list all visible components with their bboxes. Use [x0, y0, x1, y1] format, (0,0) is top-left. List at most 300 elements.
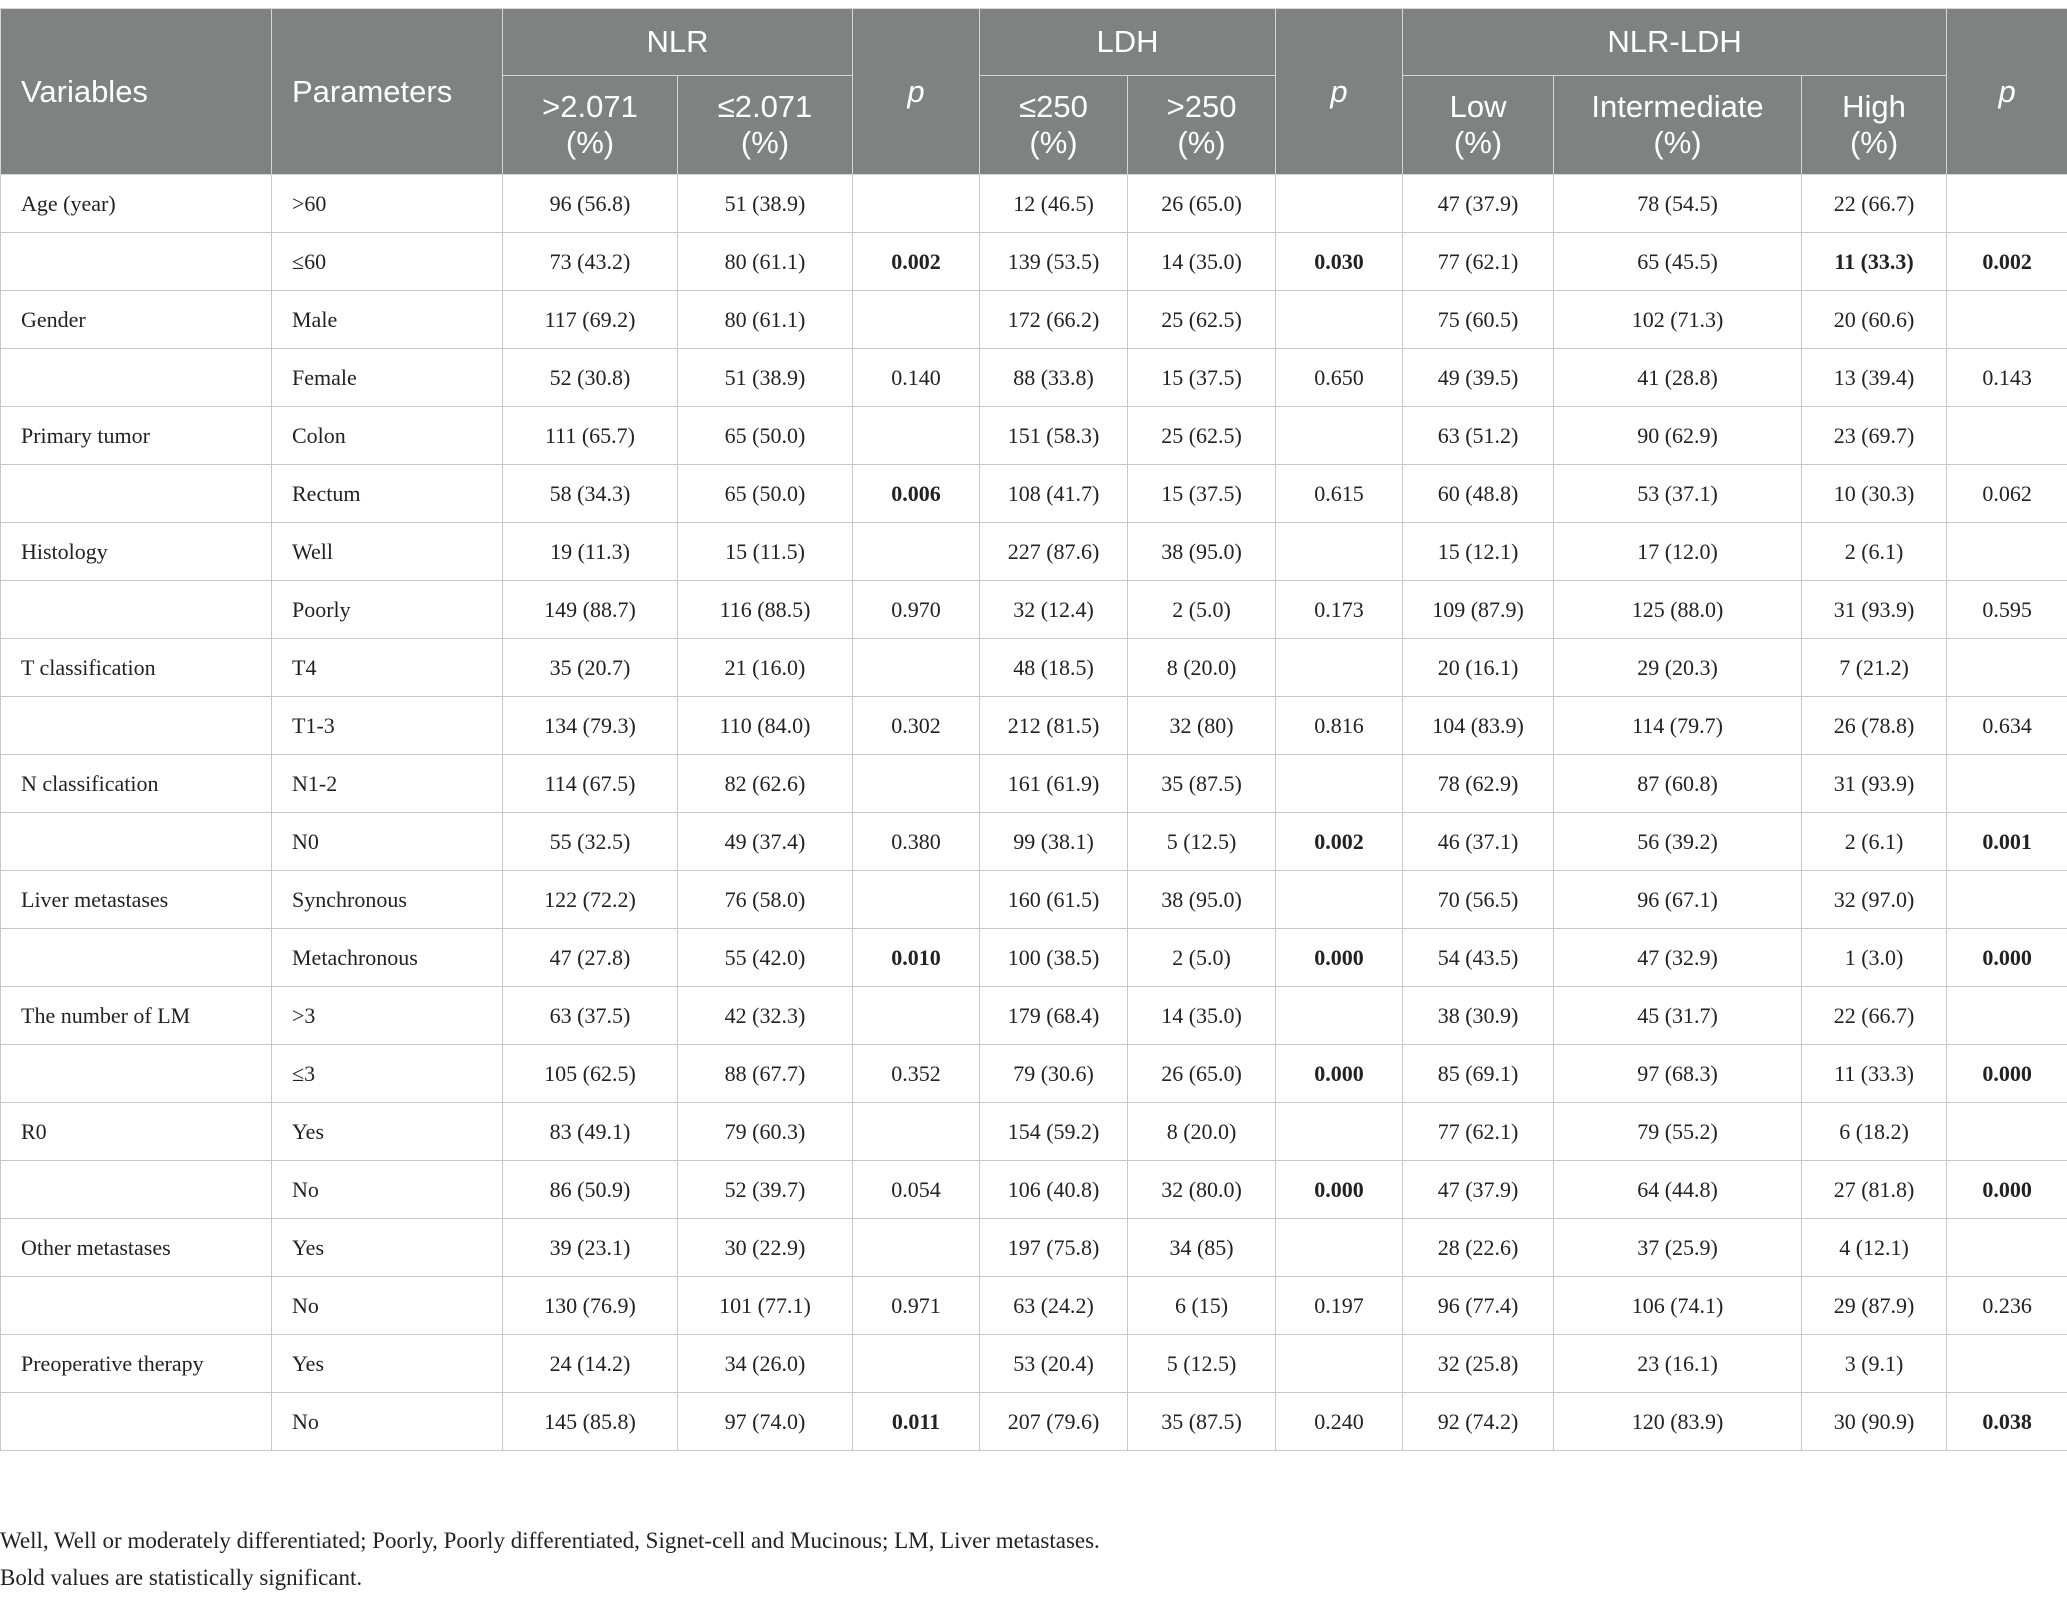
nlr-p-cell [853, 639, 980, 697]
parameter-cell: Metachronous [272, 929, 503, 987]
nlr-ldh-low-cell: 54 (43.5) [1403, 929, 1554, 987]
ldh-p-cell: 0.615 [1276, 465, 1403, 523]
nlr-high-cell: 145 (85.8) [503, 1393, 678, 1451]
nlr-ldh-intermediate-cell: 64 (44.8) [1554, 1161, 1802, 1219]
ldh-low-cell: 160 (61.5) [980, 871, 1128, 929]
nlr-ldh-high-cell: 30 (90.9) [1802, 1393, 1947, 1451]
nlr-ldh-low-cell: 47 (37.9) [1403, 1161, 1554, 1219]
table-row [1, 581, 2067, 639]
variable-cell [1, 697, 272, 755]
nlr-ldh-intermediate-cell: 125 (88.0) [1554, 581, 1802, 639]
nlr-high-cell: 47 (27.8) [503, 929, 678, 987]
nlr-low-cell: 15 (11.5) [678, 523, 853, 581]
nlr-high-cell: 83 (49.1) [503, 1103, 678, 1161]
nlr-ldh-p-cell: 0.634 [1947, 697, 2067, 755]
nlr-high-cell: 58 (34.3) [503, 465, 678, 523]
nlr-low-cell: 65 (50.0) [678, 407, 853, 465]
table-row [1, 175, 2067, 233]
nlr-ldh-p-cell: 0.595 [1947, 581, 2067, 639]
nlr-low-cell: 79 (60.3) [678, 1103, 853, 1161]
ldh-high-cell: 8 (20.0) [1128, 639, 1276, 697]
parameter-cell: Colon [272, 407, 503, 465]
nlr-high-cell: 73 (43.2) [503, 233, 678, 291]
ldh-low-cell: 63 (24.2) [980, 1277, 1128, 1335]
nlr-ldh-intermediate-cell: 17 (12.0) [1554, 523, 1802, 581]
table-row [1, 1393, 2067, 1451]
nlr-ldh-intermediate-cell: 37 (25.9) [1554, 1219, 1802, 1277]
table-body [1, 175, 2067, 1451]
nlr-high-cell: 24 (14.2) [503, 1335, 678, 1393]
variable-cell: Histology [1, 523, 272, 581]
nlr-ldh-low-cell: 63 (51.2) [1403, 407, 1554, 465]
nlr-p-cell: 0.970 [853, 581, 980, 639]
variable-cell [1, 465, 272, 523]
nlr-high-cell: 96 (56.8) [503, 175, 678, 233]
variable-cell: N classification [1, 755, 272, 813]
ldh-high-cell: 34 (85) [1128, 1219, 1276, 1277]
header-p-nlr: p [853, 9, 980, 175]
ldh-p-cell [1276, 407, 1403, 465]
nlr-ldh-p-cell: 0.062 [1947, 465, 2067, 523]
table-row [1, 1161, 2067, 1219]
nlr-high-cell: 114 (67.5) [503, 755, 678, 813]
variable-cell: Gender [1, 291, 272, 349]
nlr-ldh-p-cell [1947, 407, 2067, 465]
parameter-cell: ≤60 [272, 233, 503, 291]
nlr-high-cell: 35 (20.7) [503, 639, 678, 697]
ldh-high-cell: 5 (12.5) [1128, 1335, 1276, 1393]
table-row [1, 291, 2067, 349]
nlr-ldh-intermediate-cell: 23 (16.1) [1554, 1335, 1802, 1393]
nlr-ldh-high-cell: 3 (9.1) [1802, 1335, 1947, 1393]
header-p-nlr-ldh: p [1947, 9, 2067, 175]
nlr-p-cell [853, 407, 980, 465]
nlr-p-cell [853, 1103, 980, 1161]
nlr-low-cell: 97 (74.0) [678, 1393, 853, 1451]
nlr-ldh-intermediate-cell: 114 (79.7) [1554, 697, 1802, 755]
nlr-low-cell: 49 (37.4) [678, 813, 853, 871]
nlr-ldh-intermediate-cell: 78 (54.5) [1554, 175, 1802, 233]
table-row [1, 1219, 2067, 1277]
ldh-low-cell: 207 (79.6) [980, 1393, 1128, 1451]
header-ldh-high: >250 (%) [1128, 76, 1276, 175]
ldh-high-cell: 15 (37.5) [1128, 349, 1276, 407]
table-row [1, 349, 2067, 407]
nlr-low-cell: 55 (42.0) [678, 929, 853, 987]
header-p-ldh: p [1276, 9, 1403, 175]
header-ldh-low: ≤250 (%) [980, 76, 1128, 175]
variable-cell: Preoperative therapy [1, 1335, 272, 1393]
ldh-high-cell: 26 (65.0) [1128, 1045, 1276, 1103]
nlr-high-cell: 19 (11.3) [503, 523, 678, 581]
parameter-cell: Female [272, 349, 503, 407]
nlr-high-cell: 39 (23.1) [503, 1219, 678, 1277]
ldh-low-cell: 212 (81.5) [980, 697, 1128, 755]
nlr-ldh-intermediate-cell: 97 (68.3) [1554, 1045, 1802, 1103]
ldh-low-cell: 139 (53.5) [980, 233, 1128, 291]
ldh-low-cell: 12 (46.5) [980, 175, 1128, 233]
parameter-cell: Rectum [272, 465, 503, 523]
nlr-ldh-p-cell [1947, 291, 2067, 349]
ldh-p-cell: 0.197 [1276, 1277, 1403, 1335]
table-row [1, 523, 2067, 581]
nlr-high-cell: 63 (37.5) [503, 987, 678, 1045]
nlr-ldh-high-cell: 27 (81.8) [1802, 1161, 1947, 1219]
variable-cell: T classification [1, 639, 272, 697]
ldh-p-cell [1276, 1219, 1403, 1277]
nlr-low-cell: 76 (58.0) [678, 871, 853, 929]
ldh-high-cell: 8 (20.0) [1128, 1103, 1276, 1161]
variable-cell [1, 813, 272, 871]
nlr-p-cell [853, 1335, 980, 1393]
variable-cell [1, 1277, 272, 1335]
ldh-low-cell: 53 (20.4) [980, 1335, 1128, 1393]
nlr-low-cell: 80 (61.1) [678, 233, 853, 291]
ldh-low-cell: 172 (66.2) [980, 291, 1128, 349]
nlr-ldh-intermediate-cell: 47 (32.9) [1554, 929, 1802, 987]
ldh-high-cell: 25 (62.5) [1128, 407, 1276, 465]
nlr-ldh-p-cell [1947, 175, 2067, 233]
variable-cell [1, 349, 272, 407]
ldh-high-cell: 14 (35.0) [1128, 233, 1276, 291]
nlr-ldh-p-cell: 0.038 [1947, 1393, 2067, 1451]
variable-cell: R0 [1, 1103, 272, 1161]
parameter-cell: Male [272, 291, 503, 349]
footnotes [0, 1522, 1100, 1596]
parameter-cell: No [272, 1393, 503, 1451]
table-row [1, 929, 2067, 987]
header-variables: Variables [1, 9, 272, 175]
nlr-p-cell: 0.006 [853, 465, 980, 523]
nlr-ldh-p-cell [1947, 755, 2067, 813]
nlr-ldh-low-cell: 85 (69.1) [1403, 1045, 1554, 1103]
nlr-ldh-p-cell: 0.002 [1947, 233, 2067, 291]
nlr-p-cell [853, 291, 980, 349]
nlr-low-cell: 110 (84.0) [678, 697, 853, 755]
nlr-p-cell: 0.002 [853, 233, 980, 291]
parameter-cell: T4 [272, 639, 503, 697]
parameter-cell: T1-3 [272, 697, 503, 755]
nlr-ldh-p-cell [1947, 639, 2067, 697]
ldh-low-cell: 179 (68.4) [980, 987, 1128, 1045]
ldh-p-cell [1276, 1103, 1403, 1161]
table-row [1, 987, 2067, 1045]
table-row [1, 639, 2067, 697]
nlr-p-cell [853, 523, 980, 581]
header-nlr-low: ≤2.071 (%) [678, 76, 853, 175]
nlr-ldh-intermediate-cell: 90 (62.9) [1554, 407, 1802, 465]
footnote-bold: Bold values are statistically significant. [0, 1565, 363, 1590]
ldh-low-cell: 32 (12.4) [980, 581, 1128, 639]
variable-cell [1, 581, 272, 639]
table-row [1, 1045, 2067, 1103]
ldh-p-cell: 0.002 [1276, 813, 1403, 871]
variable-cell [1, 1161, 272, 1219]
nlr-low-cell: 52 (39.7) [678, 1161, 853, 1219]
nlr-low-cell: 42 (32.3) [678, 987, 853, 1045]
nlr-ldh-low-cell: 109 (87.9) [1403, 581, 1554, 639]
nlr-ldh-p-cell [1947, 987, 2067, 1045]
ldh-high-cell: 26 (65.0) [1128, 175, 1276, 233]
nlr-ldh-p-cell [1947, 1335, 2067, 1393]
nlr-ldh-intermediate-cell: 45 (31.7) [1554, 987, 1802, 1045]
ldh-high-cell: 6 (15) [1128, 1277, 1276, 1335]
parameter-cell: N0 [272, 813, 503, 871]
ldh-low-cell: 154 (59.2) [980, 1103, 1128, 1161]
ldh-p-cell [1276, 291, 1403, 349]
nlr-ldh-p-cell: 0.000 [1947, 1161, 2067, 1219]
ldh-low-cell: 99 (38.1) [980, 813, 1128, 871]
nlr-ldh-high-cell: 23 (69.7) [1802, 407, 1947, 465]
nlr-ldh-p-cell [1947, 871, 2067, 929]
variable-cell: Other metastases [1, 1219, 272, 1277]
nlr-ldh-low-cell: 49 (39.5) [1403, 349, 1554, 407]
nlr-ldh-low-cell: 104 (83.9) [1403, 697, 1554, 755]
header-nl-intermediate: Intermediate (%) [1554, 76, 1802, 175]
nlr-ldh-p-cell: 0.000 [1947, 929, 2067, 987]
nlr-low-cell: 116 (88.5) [678, 581, 853, 639]
nlr-low-cell: 30 (22.9) [678, 1219, 853, 1277]
nlr-low-cell: 88 (67.7) [678, 1045, 853, 1103]
header-group-nlr-ldh: NLR-LDH [1403, 9, 1947, 76]
nlr-ldh-low-cell: 47 (37.9) [1403, 175, 1554, 233]
nlr-p-cell: 0.054 [853, 1161, 980, 1219]
nlr-high-cell: 117 (69.2) [503, 291, 678, 349]
footnote-abbreviations: Well, Well or moderately differentiated; Poorly, Poorly differentiated, Signet-cell and Mucinous; LM, Liver metastases. [0, 1528, 1100, 1553]
ldh-high-cell: 25 (62.5) [1128, 291, 1276, 349]
nlr-ldh-low-cell: 77 (62.1) [1403, 233, 1554, 291]
ldh-low-cell: 48 (18.5) [980, 639, 1128, 697]
nlr-ldh-high-cell: 10 (30.3) [1802, 465, 1947, 523]
nlr-ldh-low-cell: 92 (74.2) [1403, 1393, 1554, 1451]
nlr-ldh-high-cell: 13 (39.4) [1802, 349, 1947, 407]
data-table [0, 8, 2067, 1451]
nlr-high-cell: 122 (72.2) [503, 871, 678, 929]
header-parameters: Parameters [272, 9, 503, 175]
nlr-high-cell: 105 (62.5) [503, 1045, 678, 1103]
ldh-p-cell [1276, 987, 1403, 1045]
variable-cell [1, 233, 272, 291]
header-nlr-high: >2.071 (%) [503, 76, 678, 175]
nlr-ldh-intermediate-cell: 106 (74.1) [1554, 1277, 1802, 1335]
nlr-low-cell: 51 (38.9) [678, 175, 853, 233]
ldh-high-cell: 32 (80.0) [1128, 1161, 1276, 1219]
nlr-p-cell: 0.010 [853, 929, 980, 987]
nlr-p-cell: 0.011 [853, 1393, 980, 1451]
parameter-cell: N1-2 [272, 755, 503, 813]
ldh-p-cell [1276, 523, 1403, 581]
variable-cell [1, 1045, 272, 1103]
table-row [1, 1103, 2067, 1161]
variable-cell [1, 1393, 272, 1451]
parameter-cell: Well [272, 523, 503, 581]
nlr-ldh-high-cell: 32 (97.0) [1802, 871, 1947, 929]
parameter-cell: No [272, 1277, 503, 1335]
nlr-ldh-high-cell: 6 (18.2) [1802, 1103, 1947, 1161]
ldh-p-cell [1276, 871, 1403, 929]
parameter-cell: Yes [272, 1219, 503, 1277]
nlr-ldh-low-cell: 38 (30.9) [1403, 987, 1554, 1045]
ldh-high-cell: 15 (37.5) [1128, 465, 1276, 523]
ldh-p-cell: 0.030 [1276, 233, 1403, 291]
table-row [1, 1335, 2067, 1393]
nlr-ldh-low-cell: 20 (16.1) [1403, 639, 1554, 697]
nlr-ldh-intermediate-cell: 87 (60.8) [1554, 755, 1802, 813]
variable-cell: Age (year) [1, 175, 272, 233]
nlr-p-cell [853, 755, 980, 813]
parameter-cell: Poorly [272, 581, 503, 639]
ldh-p-cell [1276, 175, 1403, 233]
nlr-p-cell: 0.380 [853, 813, 980, 871]
nlr-ldh-p-cell [1947, 1103, 2067, 1161]
nlr-high-cell: 52 (30.8) [503, 349, 678, 407]
nlr-ldh-p-cell: 0.236 [1947, 1277, 2067, 1335]
nlr-ldh-low-cell: 32 (25.8) [1403, 1335, 1554, 1393]
nlr-high-cell: 149 (88.7) [503, 581, 678, 639]
parameter-cell: Yes [272, 1335, 503, 1393]
ldh-high-cell: 2 (5.0) [1128, 581, 1276, 639]
nlr-high-cell: 55 (32.5) [503, 813, 678, 871]
nlr-ldh-p-cell: 0.001 [1947, 813, 2067, 871]
nlr-low-cell: 51 (38.9) [678, 349, 853, 407]
ldh-low-cell: 197 (75.8) [980, 1219, 1128, 1277]
ldh-low-cell: 79 (30.6) [980, 1045, 1128, 1103]
nlr-low-cell: 21 (16.0) [678, 639, 853, 697]
nlr-ldh-intermediate-cell: 29 (20.3) [1554, 639, 1802, 697]
nlr-low-cell: 101 (77.1) [678, 1277, 853, 1335]
ldh-p-cell: 0.240 [1276, 1393, 1403, 1451]
nlr-ldh-high-cell: 22 (66.7) [1802, 987, 1947, 1045]
nlr-ldh-intermediate-cell: 79 (55.2) [1554, 1103, 1802, 1161]
header-nl-high: High (%) [1802, 76, 1947, 175]
nlr-high-cell: 111 (65.7) [503, 407, 678, 465]
ldh-high-cell: 14 (35.0) [1128, 987, 1276, 1045]
nlr-p-cell [853, 871, 980, 929]
ldh-high-cell: 2 (5.0) [1128, 929, 1276, 987]
nlr-ldh-high-cell: 22 (66.7) [1802, 175, 1947, 233]
ldh-high-cell: 5 (12.5) [1128, 813, 1276, 871]
header-group-ldh: LDH [980, 9, 1276, 76]
nlr-high-cell: 130 (76.9) [503, 1277, 678, 1335]
nlr-ldh-p-cell: 0.143 [1947, 349, 2067, 407]
ldh-p-cell: 0.173 [1276, 581, 1403, 639]
parameter-cell: Synchronous [272, 871, 503, 929]
nlr-ldh-high-cell: 31 (93.9) [1802, 755, 1947, 813]
nlr-ldh-low-cell: 96 (77.4) [1403, 1277, 1554, 1335]
nlr-ldh-p-cell [1947, 1219, 2067, 1277]
nlr-ldh-low-cell: 28 (22.6) [1403, 1219, 1554, 1277]
ldh-high-cell: 35 (87.5) [1128, 1393, 1276, 1451]
nlr-ldh-low-cell: 78 (62.9) [1403, 755, 1554, 813]
nlr-ldh-low-cell: 70 (56.5) [1403, 871, 1554, 929]
nlr-ldh-intermediate-cell: 96 (67.1) [1554, 871, 1802, 929]
ldh-low-cell: 151 (58.3) [980, 407, 1128, 465]
nlr-ldh-high-cell: 1 (3.0) [1802, 929, 1947, 987]
nlr-ldh-p-cell: 0.000 [1947, 1045, 2067, 1103]
nlr-high-cell: 86 (50.9) [503, 1161, 678, 1219]
ldh-high-cell: 35 (87.5) [1128, 755, 1276, 813]
variable-cell [1, 929, 272, 987]
ldh-low-cell: 161 (61.9) [980, 755, 1128, 813]
ldh-high-cell: 32 (80) [1128, 697, 1276, 755]
parameter-cell: >3 [272, 987, 503, 1045]
ldh-p-cell [1276, 639, 1403, 697]
nlr-ldh-p-cell [1947, 523, 2067, 581]
table-row [1, 233, 2067, 291]
ldh-p-cell: 0.650 [1276, 349, 1403, 407]
table-row [1, 871, 2067, 929]
table-row [1, 697, 2067, 755]
variable-cell: Liver metastases [1, 871, 272, 929]
ldh-p-cell [1276, 755, 1403, 813]
nlr-ldh-high-cell: 31 (93.9) [1802, 581, 1947, 639]
nlr-ldh-high-cell: 2 (6.1) [1802, 813, 1947, 871]
parameter-cell: ≤3 [272, 1045, 503, 1103]
ldh-low-cell: 100 (38.5) [980, 929, 1128, 987]
ldh-low-cell: 108 (41.7) [980, 465, 1128, 523]
nlr-ldh-intermediate-cell: 56 (39.2) [1554, 813, 1802, 871]
nlr-high-cell: 134 (79.3) [503, 697, 678, 755]
ldh-high-cell: 38 (95.0) [1128, 871, 1276, 929]
nlr-ldh-intermediate-cell: 102 (71.3) [1554, 291, 1802, 349]
nlr-p-cell: 0.302 [853, 697, 980, 755]
variable-cell: Primary tumor [1, 407, 272, 465]
nlr-low-cell: 65 (50.0) [678, 465, 853, 523]
nlr-ldh-low-cell: 60 (48.8) [1403, 465, 1554, 523]
nlr-ldh-intermediate-cell: 41 (28.8) [1554, 349, 1802, 407]
nlr-ldh-intermediate-cell: 53 (37.1) [1554, 465, 1802, 523]
nlr-ldh-high-cell: 7 (21.2) [1802, 639, 1947, 697]
nlr-ldh-intermediate-cell: 65 (45.5) [1554, 233, 1802, 291]
nlr-low-cell: 82 (62.6) [678, 755, 853, 813]
ldh-p-cell: 0.000 [1276, 929, 1403, 987]
nlr-ldh-high-cell: 11 (33.3) [1802, 233, 1947, 291]
nlr-ldh-high-cell: 26 (78.8) [1802, 697, 1947, 755]
nlr-ldh-intermediate-cell: 120 (83.9) [1554, 1393, 1802, 1451]
nlr-ldh-low-cell: 46 (37.1) [1403, 813, 1554, 871]
nlr-p-cell: 0.352 [853, 1045, 980, 1103]
ldh-low-cell: 88 (33.8) [980, 349, 1128, 407]
table-row [1, 755, 2067, 813]
nlr-ldh-low-cell: 75 (60.5) [1403, 291, 1554, 349]
nlr-p-cell [853, 1219, 980, 1277]
nlr-ldh-high-cell: 4 (12.1) [1802, 1219, 1947, 1277]
nlr-low-cell: 34 (26.0) [678, 1335, 853, 1393]
nlr-ldh-high-cell: 11 (33.3) [1802, 1045, 1947, 1103]
ldh-p-cell: 0.816 [1276, 697, 1403, 755]
nlr-ldh-low-cell: 77 (62.1) [1403, 1103, 1554, 1161]
nlr-ldh-high-cell: 29 (87.9) [1802, 1277, 1947, 1335]
nlr-ldh-low-cell: 15 (12.1) [1403, 523, 1554, 581]
ldh-p-cell: 0.000 [1276, 1045, 1403, 1103]
nlr-ldh-high-cell: 2 (6.1) [1802, 523, 1947, 581]
parameter-cell: >60 [272, 175, 503, 233]
ldh-low-cell: 106 (40.8) [980, 1161, 1128, 1219]
header-group-nlr: NLR [503, 9, 853, 76]
table-header [1, 9, 2067, 175]
nlr-low-cell: 80 (61.1) [678, 291, 853, 349]
nlr-p-cell [853, 175, 980, 233]
table-row [1, 813, 2067, 871]
nlr-ldh-high-cell: 20 (60.6) [1802, 291, 1947, 349]
header-nl-low: Low (%) [1403, 76, 1554, 175]
ldh-p-cell: 0.000 [1276, 1161, 1403, 1219]
ldh-low-cell: 227 (87.6) [980, 523, 1128, 581]
ldh-p-cell [1276, 1335, 1403, 1393]
variable-cell: The number of LM [1, 987, 272, 1045]
parameter-cell: Yes [272, 1103, 503, 1161]
table-row [1, 465, 2067, 523]
